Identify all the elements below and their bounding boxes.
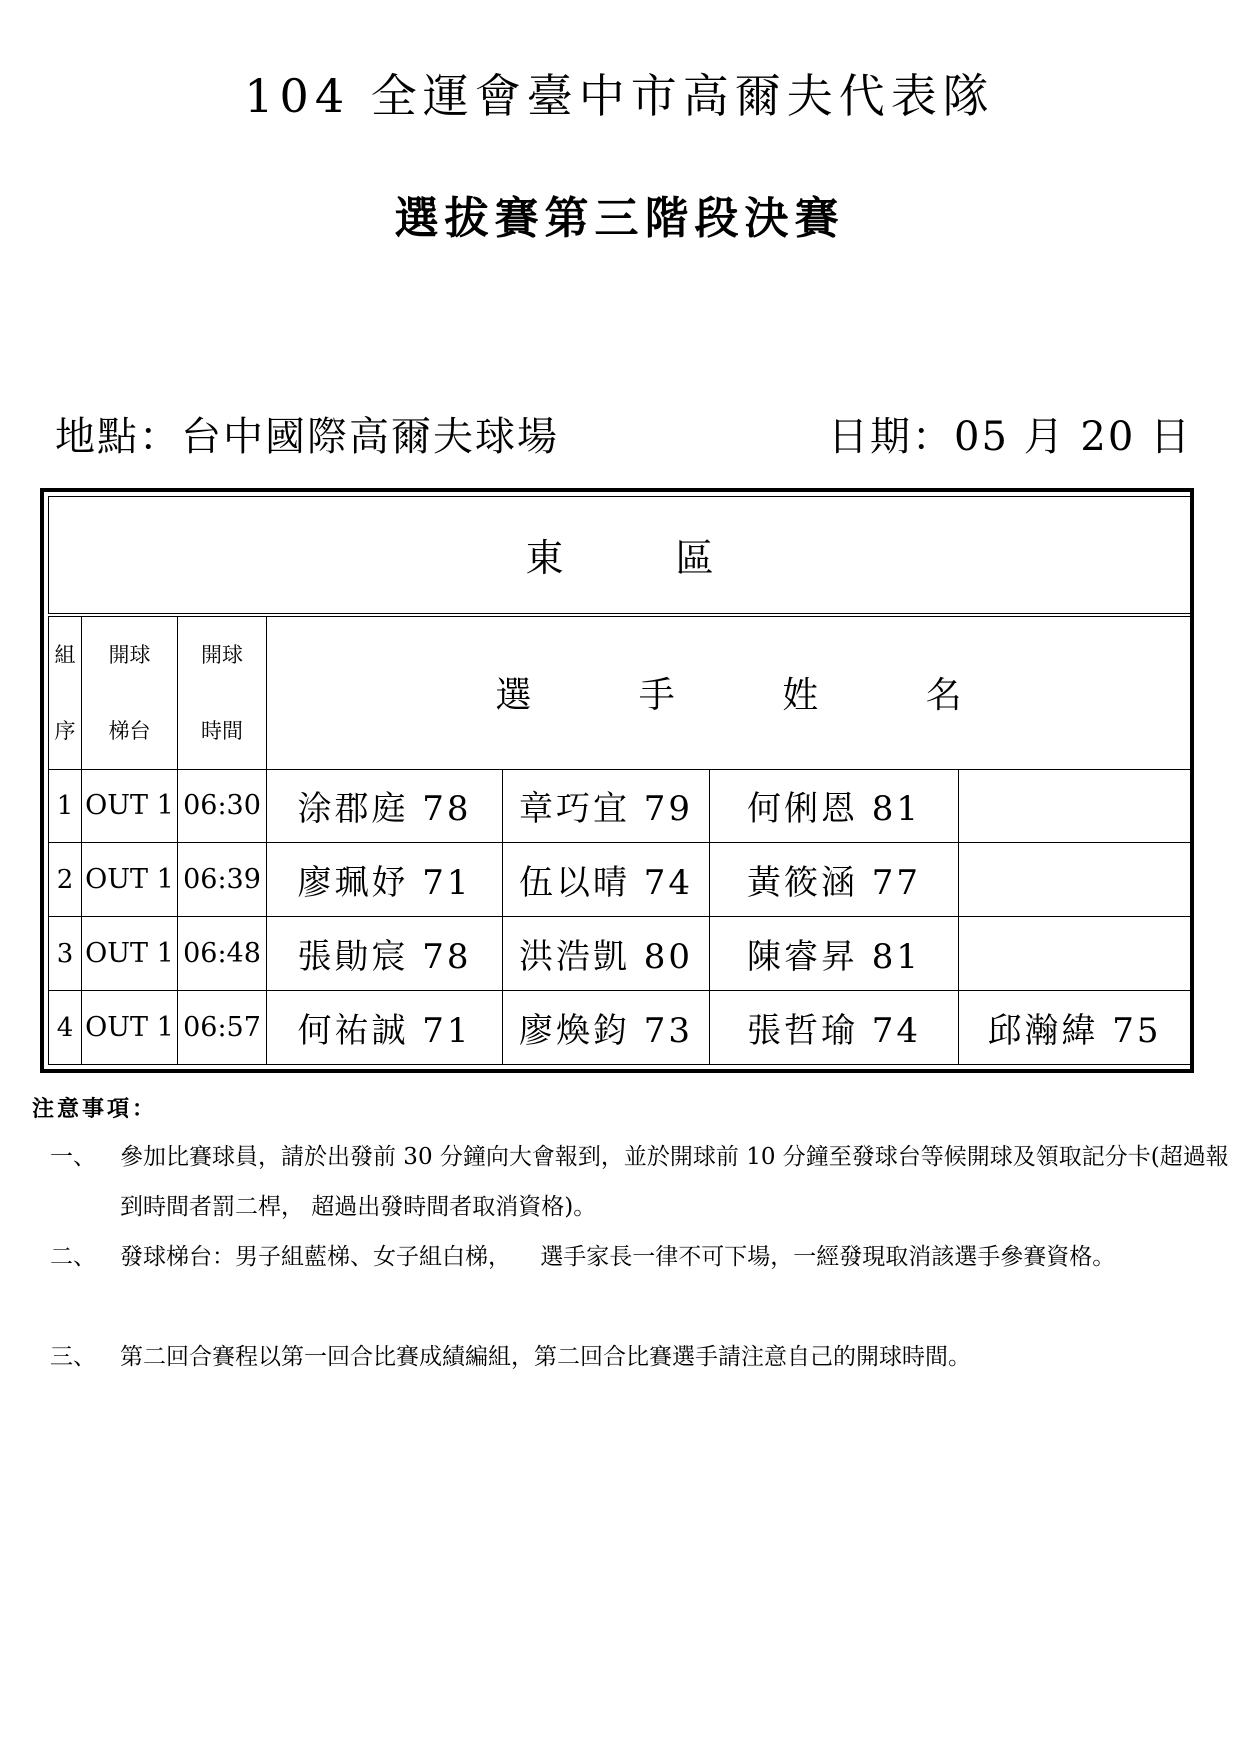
group-number: 3	[49, 917, 82, 991]
document-title: 104 全運會臺中市高爾夫代表隊	[244, 69, 995, 123]
table-row	[49, 843, 1191, 917]
player-cell: 章巧宜 79	[503, 769, 710, 843]
header-group-order: 組 序	[49, 615, 82, 770]
player-cell: 陳睿昇 81	[710, 917, 959, 991]
note-text: 發球梯台：男子組藍梯、女子組白梯， 選手家長一律不可下場，一經發現取消該選手參賽資格。	[120, 1244, 1116, 1270]
player-cell: 廖煥鈞 73	[503, 991, 710, 1065]
player-cell: 黃筱涵 77	[710, 843, 959, 917]
document-subtitle: 選拔賽第三階段決賽	[394, 193, 845, 244]
time-cell: 06:48	[178, 917, 267, 991]
player-cell: 何俐恩 81	[710, 769, 959, 843]
time-cell: 06:39	[178, 843, 267, 917]
player-cell: 伍以晴 74	[503, 843, 710, 917]
table-row	[49, 769, 1191, 843]
player-cell	[959, 917, 1191, 991]
group-number: 1	[49, 769, 82, 843]
player-cell: 邱瀚緯 75	[959, 991, 1191, 1065]
note-marker: 一、	[50, 1144, 96, 1170]
notes-title: 注意事項：	[32, 1096, 158, 1122]
tee-cell: OUT 1	[82, 991, 178, 1065]
player-cell	[959, 769, 1191, 843]
note-marker: 二、	[50, 1244, 96, 1270]
header-time: 開球 時間	[178, 615, 267, 770]
player-cell: 何祐誠 71	[267, 991, 503, 1065]
date-label: 日期：05 月 20 日	[828, 414, 1192, 460]
player-cell: 張勛宸 78	[267, 917, 503, 991]
time-cell: 06:57	[178, 991, 267, 1065]
player-cell: 廖珮妤 71	[267, 843, 503, 917]
table-row	[49, 917, 1191, 991]
time-cell: 06:30	[178, 769, 267, 843]
tee-cell: OUT 1	[82, 843, 178, 917]
note-marker: 三、	[50, 1344, 96, 1370]
note-text: 參加比賽球員，請於出發前 30 分鐘向大會報到，並於開球前 10 分鐘至發球台等候開球及領取記分卡(超過報到時間者罰二桿， 超過出發時間者取消資格)。	[120, 1144, 1229, 1220]
tee-time-table	[40, 488, 1194, 1073]
header-tee: 開球 梯台	[82, 615, 178, 770]
header-player-names: 選 手 姓 名	[267, 615, 1191, 770]
tee-cell: OUT 1	[82, 769, 178, 843]
player-cell: 張哲瑜 74	[710, 991, 959, 1065]
group-number: 4	[49, 991, 82, 1065]
note-text: 第二回合賽程以第一回合比賽成績編組，第二回合比賽選手請注意自己的開球時間。	[120, 1344, 971, 1370]
venue-label: 地點：台中國際高爾夫球場	[55, 414, 559, 460]
player-cell: 涂郡庭 78	[267, 769, 503, 843]
zone-title: 東 區	[49, 497, 1191, 615]
player-cell: 洪浩凱 80	[503, 917, 710, 991]
player-cell	[959, 843, 1191, 917]
group-number: 2	[49, 843, 82, 917]
tee-cell: OUT 1	[82, 917, 178, 991]
table-row	[49, 991, 1191, 1065]
